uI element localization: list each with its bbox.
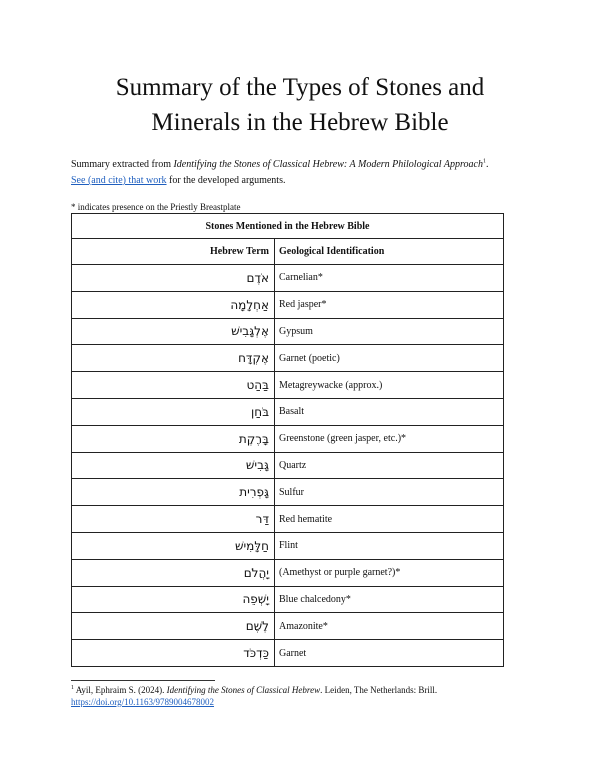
hebrew-term-cell: אֶקְדָּח	[72, 345, 275, 372]
footnote-work-title: Identifying the Stones of Classical Hebrew	[166, 685, 321, 695]
table-row	[72, 532, 504, 559]
stones-table	[71, 213, 504, 667]
geological-identification-cell: Basalt	[275, 398, 504, 425]
hebrew-term-cell: בֹּחַן	[72, 398, 275, 425]
geological-identification-cell: Metagreywacke (approx.)	[275, 372, 504, 399]
geological-identification-cell: Blue chalcedony*	[275, 586, 504, 613]
intro-suffix: for the developed arguments.	[166, 175, 286, 186]
geological-identification-cell: Red jasper*	[275, 291, 504, 318]
table-row	[72, 398, 504, 425]
table-row	[72, 425, 504, 452]
table-row	[72, 372, 504, 399]
geological-identification-cell: Greenstone (green jasper, etc.)*	[275, 425, 504, 452]
geological-identification-cell: Garnet (poetic)	[275, 345, 504, 372]
hebrew-term-cell: יָהֲלֹם	[72, 559, 275, 586]
geological-identification-cell: Garnet	[275, 640, 504, 667]
footnote-publisher: . Leiden, The Netherlands: Brill.	[320, 685, 438, 695]
hebrew-term-cell: אַחְלָמָה	[72, 291, 275, 318]
hebrew-term-cell: אֶלְגָּבִישׁ	[72, 318, 275, 345]
table-caption: Stones Mentioned in the Hebrew Bible	[72, 214, 504, 239]
geological-identification-cell: Red hematite	[275, 506, 504, 533]
table-row	[72, 559, 504, 586]
hebrew-term-cell: גָּבִישׁ	[72, 452, 275, 479]
footnote-mark: 1	[71, 685, 74, 691]
footnote-author: Ayil, Ephraim S. (2024).	[74, 685, 167, 695]
table-row	[72, 479, 504, 506]
table-row	[72, 265, 504, 292]
hebrew-term-cell: בָּרֶקֶת	[72, 425, 275, 452]
hebrew-term-cell: דַּר	[72, 506, 275, 533]
footnote-divider	[71, 680, 215, 681]
table-row	[72, 318, 504, 345]
geological-identification-cell: (Amethyst or purple garnet?)*	[275, 559, 504, 586]
column-header-geology: Geological Identification	[275, 239, 504, 265]
table-row	[72, 452, 504, 479]
column-header-hebrew: Hebrew Term	[72, 239, 275, 265]
intro-period: .	[485, 159, 489, 170]
geological-identification-cell: Sulfur	[275, 479, 504, 506]
geological-identification-cell: Flint	[275, 532, 504, 559]
table-row	[72, 613, 504, 640]
geological-identification-cell: Amazonite*	[275, 613, 504, 640]
intro-prefix: Summary extracted from	[71, 159, 174, 170]
footnote	[71, 684, 541, 708]
page-title	[0, 70, 600, 140]
hebrew-term-cell: יָשְׁפֵה	[72, 586, 275, 613]
intro-paragraph	[71, 157, 541, 189]
table-row	[72, 345, 504, 372]
table-row	[72, 640, 504, 667]
hebrew-term-cell: כַּדְכֹּד	[72, 640, 275, 667]
breastplate-note: * indicates presence on the Priestly Breastplate	[71, 202, 241, 212]
footnote-ref[interactable]: 1	[482, 158, 486, 165]
hebrew-term-cell: חַלָּמִישׁ	[72, 532, 275, 559]
geological-identification-cell: Quartz	[275, 452, 504, 479]
table-row	[72, 586, 504, 613]
title-line-1: Summary of the Types of Stones and	[115, 74, 485, 101]
geological-identification-cell: Carnelian*	[275, 265, 504, 292]
table-row	[72, 506, 504, 533]
title-line-2: Minerals in the Hebrew Bible	[151, 109, 449, 136]
table-row	[72, 291, 504, 318]
see-work-link[interactable]: See (and cite) that work	[71, 175, 167, 186]
geological-identification-cell: Gypsum	[275, 318, 504, 345]
table-body	[72, 265, 504, 667]
doi-link[interactable]: https://doi.org/10.1163/9789004678002	[71, 697, 215, 707]
intro-work-title: Identifying the Stones of Classical Hebrew: A Modern Philological Approach	[173, 159, 483, 170]
hebrew-term-cell: אֹדֶם	[72, 265, 275, 292]
hebrew-term-cell: גָּפְרִית	[72, 479, 275, 506]
hebrew-term-cell: לֶשֶׁם	[72, 613, 275, 640]
hebrew-term-cell: בַּהַט	[72, 372, 275, 399]
